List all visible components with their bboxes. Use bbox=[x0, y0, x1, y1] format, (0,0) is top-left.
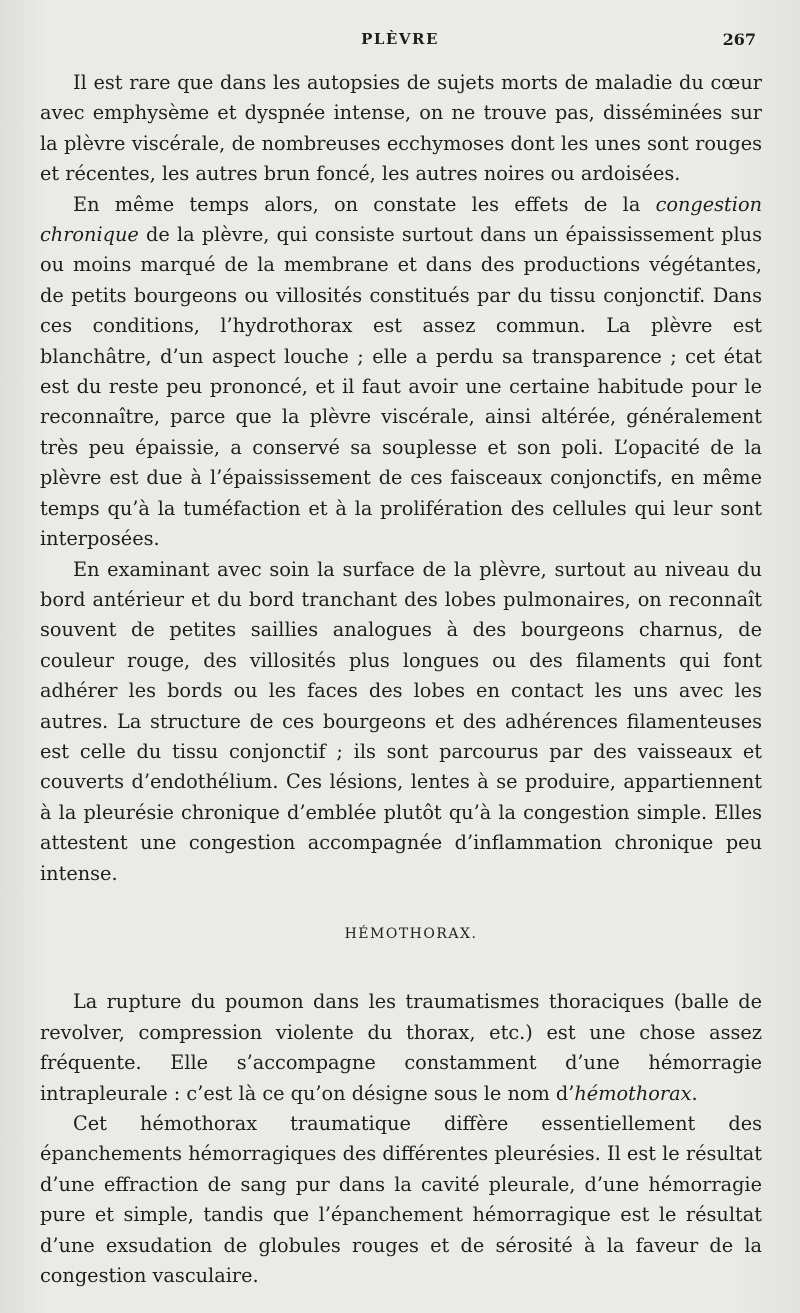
paragraph-text: La rupture du poumon dans les traumatismes thoraciques (balle de revolver, compression violente du thorax, etc.) est une chose assez fréquente. Elle s’accompagne constamment d’une hémorragie intrapleurale : c’est là ce qu’on désigne sous le nom d’ bbox=[40, 990, 762, 1105]
paragraph-text: . bbox=[691, 1081, 698, 1105]
paragraph: En examinant avec soin la surface de la plèvre, surtout au niveau du bord antérieur et du bord tranchant des lobes pulmonaires, on reconnaît souvent de petites saillies analogues à des bourgeons charnus, de couleur rouge, des villosités plus longues ou des filaments qui font adhérer les bords ou les faces des lobes en contact les uns avec les autres. La structure de ces bourgeons et des adhérences filamenteuses est celle du tissu conjonctif ; ils sont parcourus par des vaisseaux et couverts d’endothélium. Ces lésions, lentes à se produire, appartiennent à la pleurésie chronique d’emblée plutôt qu’à la congestion simple. Elles attestent une congestion accompagnée d’inflammation chronique peu intense. bbox=[40, 557, 762, 885]
paragraph: Cet hémothorax traumatique diffère essentiellement des épanchements hémorragiques des différentes pleurésies. Il est le résultat d’une effraction de sang pur dans la cavité pleurale, d’une hémorragie pure et simple, tandis que l’épanchement hémorragique est le résultat d’une exsudation de globules rouges et de sérosité à la faveur de la congestion vasculaire. bbox=[40, 1112, 762, 1288]
page-body bbox=[40, 68, 762, 1291]
running-header bbox=[40, 30, 760, 60]
paragraph bbox=[40, 190, 762, 555]
paragraph-text: de la plèvre, qui consiste surtout dans un épaississement plus ou moins marqué de la membrane et dans des productions végétantes, de petits bourgeons ou villosités constitués par du tissu conjonctif. Dans ces conditions, l’hydrothorax est assez commun. La plèvre est blanchâtre, d’un aspect louche ; elle a perdu sa transparence ; cet état est du reste peu prononcé, et il faut avoir une certaine habitude pour le reconnaître, parce que la plèvre viscérale, ainsi altérée, généralement très peu épaissie, a conservé sa souplesse et son poli. L’opacité de la plèvre est due à l’épaississement de ces faisceaux conjonctifs, en même temps qu’à la tuméfaction et à la prolifération des cellules qui leur sont interposées. bbox=[40, 223, 762, 551]
running-title: PLÈVRE bbox=[361, 30, 439, 48]
paragraph: Il est rare que dans les autopsies de sujets morts de maladie du cœur avec emphysème et dyspnée intense, on ne trouve pas, disséminées sur la plèvre viscérale, de nombreuses ecchymoses dont les unes sont rouges et récentes, les autres brun foncé, les autres noires ou ardoisées. bbox=[40, 71, 762, 186]
italic-term: hémothorax bbox=[574, 1081, 692, 1105]
italic-term: congestion chronique bbox=[40, 192, 762, 247]
paragraph-text: En même temps alors, on constate les effets de la bbox=[73, 192, 656, 216]
paragraph bbox=[40, 987, 762, 1109]
section-heading: HÉMOTHORAX. bbox=[344, 925, 478, 942]
page-number: 267 bbox=[722, 30, 756, 49]
